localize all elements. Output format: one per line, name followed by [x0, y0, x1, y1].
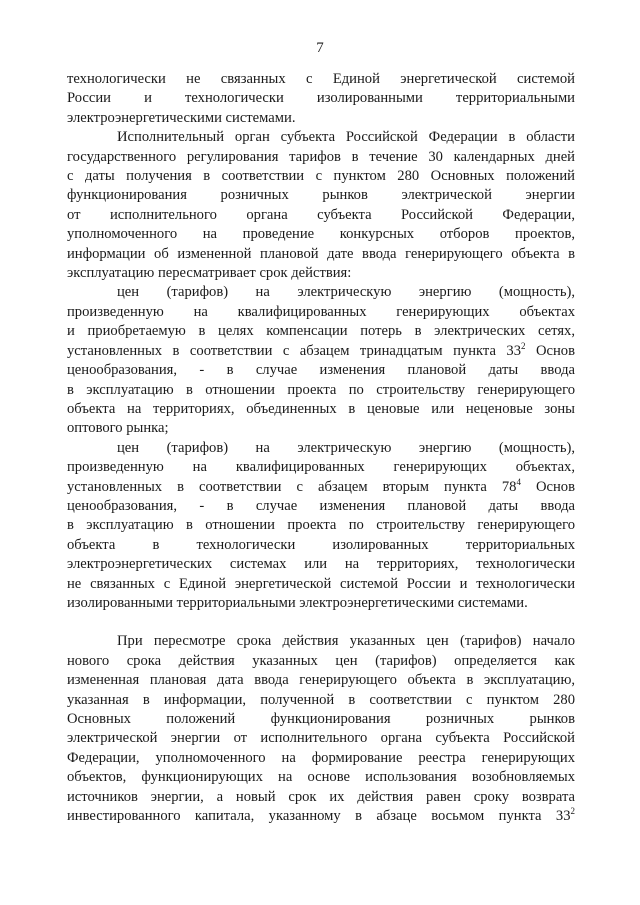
text-line-content: государственного регулирования тарифов в течение 30 календарных дней — [67, 148, 575, 165]
text-line-content: технологически не связанных с Единой энергетической системой — [67, 71, 575, 87]
text-line — [67, 283, 575, 302]
text-line — [67, 497, 575, 516]
text-line-content: в эксплуатацию в отношении проекта по строительству генерирующего — [67, 517, 575, 534]
text-line-content: эксплуатацию пересматривает срок действия: — [67, 265, 352, 282]
text-line-content: произведенную на квалифицированных генерирующих объектах, — [67, 459, 575, 476]
text-line — [67, 303, 575, 322]
text-line-content: произведенную на квалифицированных генерирующих объектах — [67, 303, 575, 320]
text-line — [67, 710, 575, 729]
text-line-content: При пересмотре срока действия указанных цен (тарифов) начало — [117, 633, 575, 650]
text-line-content: источников энергии, а новый срок их действия равен сроку возврата — [67, 788, 575, 805]
text-line-content: Основных положений функционирования розничных рынков — [67, 711, 575, 727]
page-number: 7 — [316, 40, 324, 56]
text-line — [67, 70, 575, 89]
text-line — [67, 652, 575, 671]
text-line — [67, 225, 575, 244]
text-line — [67, 89, 575, 108]
text-line-content: объектов, функционирующих на основе использования возобновляемых — [67, 769, 575, 786]
text-line — [67, 167, 575, 186]
text-line — [67, 729, 575, 748]
text-line — [67, 186, 575, 205]
text-line-content: от исполнительного органа субъекта Российской Федерации, — [67, 206, 575, 223]
text-line-content: измененная плановая дата ввода генерирующего объекта в эксплуатацию, — [67, 672, 575, 689]
text-line — [67, 400, 575, 419]
text-line-content: ценообразования, - в случае изменения плановой даты ввода — [67, 497, 575, 514]
text-line — [67, 632, 575, 651]
text-line-content: Исполнительный орган субъекта Российской Федерации в области — [117, 129, 575, 146]
text-line-content: указанная в информации, полученной в соответствии с пунктом 280 — [67, 691, 575, 708]
text-line-content: функционирования розничных рынков электрической энергии — [67, 187, 575, 204]
text-line-content: электроэнергетическими системами. — [67, 109, 296, 126]
text-line — [67, 555, 575, 574]
text-line-content: нового срока действия указанных цен (тарифов) определяется как — [67, 652, 575, 669]
text-line — [67, 342, 575, 361]
text-line-content: России и технологически изолированными территориальными — [67, 90, 575, 107]
text-line-content: электрической энергии от исполнительного органа субъекта Российской — [67, 730, 575, 747]
text-line — [67, 264, 575, 283]
text-line-content: изолированными территориальными электроэнергетическими системами. — [67, 594, 528, 611]
text-line — [67, 691, 575, 710]
text-line — [67, 536, 575, 555]
text-line-content: электроэнергетических системах или на территориях, технологически — [67, 556, 575, 573]
text-line — [67, 575, 575, 594]
text-line-content: объекта в технологически изолированных территориальных — [67, 536, 575, 553]
text-line-content: не связанных с Единой энергетической системой России и технологически — [67, 575, 575, 592]
text-line-content: с даты получения в соответствии с пунктом 280 Основных положений — [67, 168, 575, 185]
text-line-content: информации об измененной плановой дате ввода генерирующего объекта в — [67, 245, 575, 262]
text-line — [67, 128, 575, 147]
text-line — [67, 788, 575, 807]
text-line-content: и приобретаемую в целях компенсации потерь в электрических сетях, — [67, 323, 575, 340]
text-line-content: цен (тарифов) на электрическую энергию (мощность), — [117, 284, 575, 301]
superscript: 2 — [570, 806, 575, 817]
text-line — [67, 322, 575, 341]
text-line — [67, 458, 575, 477]
text-line — [67, 671, 575, 690]
text-line-content: установленных в соответствии с абзацем тринадцатым пункта 33 — [67, 342, 522, 359]
document-body — [67, 70, 575, 826]
text-line — [67, 148, 575, 167]
text-line-content: ценообразования, - в случае изменения плановой даты ввода — [67, 362, 575, 379]
text-line — [67, 516, 575, 535]
text-line — [67, 109, 575, 128]
superscript: 2 — [521, 340, 526, 351]
text-line — [67, 749, 575, 768]
text-line — [67, 768, 575, 787]
text-line — [67, 361, 575, 380]
text-line — [67, 478, 575, 497]
text-line — [67, 807, 575, 826]
text-line-content: установленных в соответствии с абзацем вторым пункта 78 — [67, 478, 517, 495]
text-line — [67, 439, 575, 458]
text-line — [67, 206, 575, 225]
superscript: 4 — [516, 476, 521, 487]
text-line-content: объекта на территориях, объединенных в ценовые или неценовые зоны — [67, 400, 575, 417]
text-line-content: Федерации, уполномоченного на формирование реестра генерирующих — [67, 749, 575, 766]
text-line — [67, 245, 575, 264]
text-line-content: уполномоченного на проведение конкурсных отборов проектов, — [67, 226, 575, 243]
text-line — [67, 594, 575, 613]
text-line — [67, 419, 575, 438]
text-line-content: оптового рынка; — [67, 420, 169, 437]
text-line-content: цен (тарифов) на электрическую энергию (мощность), — [117, 439, 575, 456]
text-line-content: в эксплуатацию в отношении проекта по строительству генерирующего — [67, 381, 575, 398]
text-line-tail: Основ — [520, 478, 575, 495]
text-line-content: инвестированного капитала, указанному в абзаце восьмом пункта 33 — [67, 808, 571, 825]
text-line-tail: Основ — [525, 342, 575, 359]
text-line — [67, 381, 575, 400]
